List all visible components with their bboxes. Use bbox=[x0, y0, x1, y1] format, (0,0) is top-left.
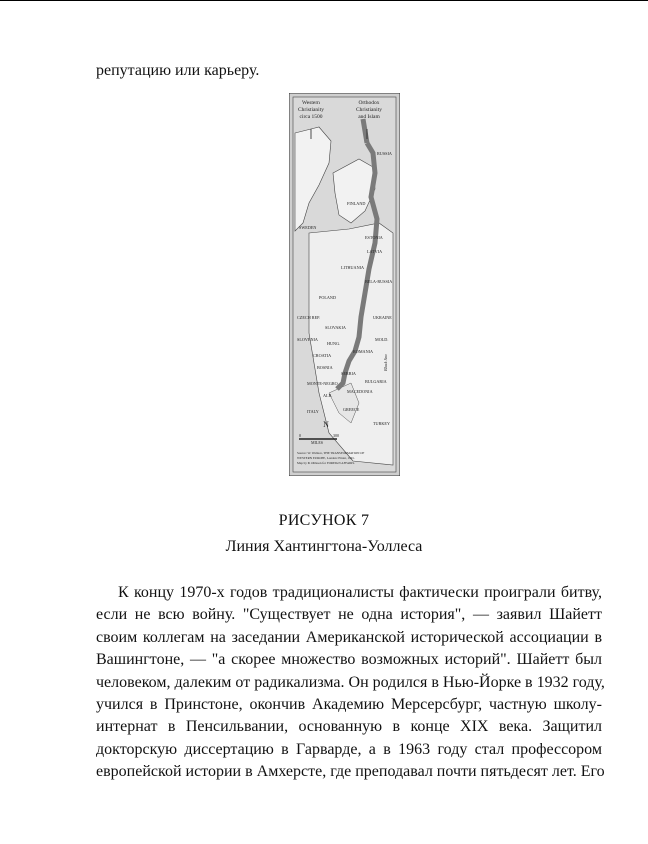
figure-caption: Линия Хантингтона-Уоллеса bbox=[225, 538, 423, 555]
map-label-montenegro: MONTE-NEGRO bbox=[307, 381, 338, 386]
scale-unit: MILES bbox=[311, 440, 323, 445]
north-arrow-label: N bbox=[323, 420, 329, 429]
map-source-line-1: Source: W. Wallace, THE TRANSFORMATION OF bbox=[297, 451, 365, 455]
map-source-line-3: Map by Ib Ohlsson for FOREIGN AFFAIRS. bbox=[297, 461, 355, 465]
map-label-orthodox: Orthodox bbox=[358, 100, 380, 106]
paragraph-line: К концу 1970-х годов традиционалисты фактически проиграли битву, bbox=[118, 584, 602, 601]
map-label-western: Western bbox=[302, 100, 320, 106]
map-label-romania: ROMANIA bbox=[353, 349, 374, 354]
map-label-hungary: HUNG. bbox=[327, 341, 341, 346]
map-label-black-sea: Black Sea bbox=[383, 354, 388, 371]
map-label-bosnia: BOSNIA bbox=[317, 365, 333, 370]
paragraph-line: европейской истории в Амхерсте, где преподавал почти пятьдесят лет. Его bbox=[96, 763, 605, 781]
map-label-latvia: LATVIA bbox=[367, 249, 383, 254]
map-label-slovakia: SLOVAKIA bbox=[325, 325, 346, 330]
map-label-russia: RUSSIA bbox=[377, 151, 392, 156]
paragraph-line: если не всю войну. "Существует не одна история", — заявил Шайетт bbox=[96, 606, 602, 624]
paragraph-line: Вашингтоне, — "а скорее множество возможных историй". Шайетт был bbox=[96, 651, 602, 669]
map-figure bbox=[289, 93, 400, 476]
map-label-ukraine: UKRAINE bbox=[373, 315, 392, 320]
map-label-estonia: ESTONIA bbox=[365, 235, 383, 240]
map-label-moldova: MOLD. bbox=[375, 337, 389, 342]
map-label-christianity-w: Christianity bbox=[298, 107, 324, 113]
map-label-poland: POLAND bbox=[319, 295, 336, 300]
map-label-albania: ALB. bbox=[323, 393, 333, 398]
map-label-greece: GREECE bbox=[343, 407, 360, 412]
paragraph-line: человеком, далеким от радикализма. Он родился в Нью-Йорке в 1932 году, bbox=[96, 673, 605, 691]
figure-title: РИСУНОК 7 bbox=[278, 512, 370, 529]
body-paragraph bbox=[96, 582, 605, 784]
map-label-croatia: CROATIA bbox=[313, 353, 332, 358]
scale-end: 300 bbox=[333, 433, 339, 438]
map-label-macedonia: MACEDONIA bbox=[347, 389, 373, 394]
map-label-italy: ITALY bbox=[307, 409, 319, 414]
paragraph-line: своим коллегам на заседании Американской исторической ассоциации в bbox=[96, 628, 602, 646]
scale-start: 0 bbox=[299, 433, 301, 438]
map-source-line-2: WESTERN EUROPE, London: Pinter, 1991. bbox=[297, 456, 355, 460]
paragraph-line: интернат в Пенсильвании, основанную в конце XIX века. Защитил bbox=[96, 718, 602, 736]
map-label-lithuania: LITHUANIA bbox=[341, 265, 365, 270]
page-top-border bbox=[0, 0, 648, 1]
map-label-serbia: SERBIA bbox=[341, 371, 356, 376]
map-label-bulgaria: BULGARIA bbox=[365, 379, 387, 384]
map-label-islam: and Islam bbox=[358, 114, 380, 120]
map-label-slovenia: SLOVENIA bbox=[297, 337, 318, 342]
map-label-belarussia: BELA-RUSSIA bbox=[365, 279, 393, 284]
map-label-turkey: TURKEY bbox=[373, 421, 390, 426]
map-label-sweden: SWEDEN bbox=[299, 225, 317, 230]
map-label-czech: CZECH REP. bbox=[297, 315, 321, 320]
map-label-finland: FINLAND bbox=[347, 201, 366, 206]
paragraph-line: учился в Принстоне, окончив Академию Мерсерсбург, частную школу- bbox=[96, 696, 602, 714]
lead-text: репутацию или карьеру. bbox=[96, 62, 260, 79]
paragraph-line: докторскую диссертацию в Гарварде, а в 1963 году стал профессором bbox=[96, 740, 602, 758]
map-label-circa: circa 1500 bbox=[299, 114, 323, 120]
map-label-christianity-o: Christianity bbox=[356, 107, 382, 113]
